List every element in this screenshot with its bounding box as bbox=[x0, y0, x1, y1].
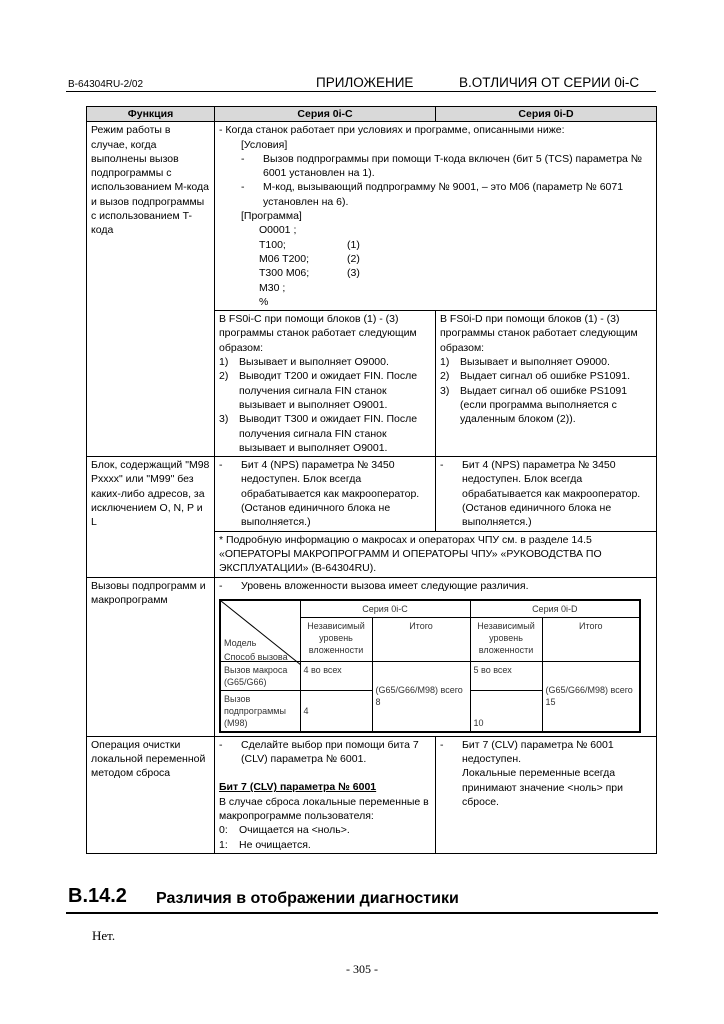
col-series-c: Серия 0i-C bbox=[215, 107, 436, 122]
nested-col-c: Серия 0i-C bbox=[300, 600, 470, 618]
row3-function: Вызовы подпрограмм и макропрограмм bbox=[87, 577, 215, 736]
row1-c-step: 3) Выводит T300 и ожидает FIN. После получения сигнала FIN станок вызывает и выполняет O9001. bbox=[219, 413, 418, 454]
table-row bbox=[87, 577, 657, 736]
row2-series-d: - Бит 4 (NPS) параметра № 3450 недоступен. Блок всегда обрабатывается как макрооператор. (Останов единичного блока не выполняется.) bbox=[436, 457, 657, 531]
row1-c-step: 2) Выводит T200 и ожидает FIN. После получения сигнала FIN станок вызывает и выполняет O9001. bbox=[219, 370, 418, 411]
program-line: M30 ; bbox=[259, 281, 286, 294]
corner-call-method: Способ вызова bbox=[224, 651, 288, 662]
nested-d-macro: 5 во всех bbox=[470, 661, 542, 690]
row1-d-step: 2) Выдает сигнал об ошибке PS1091. bbox=[440, 370, 631, 383]
row4-c-desc: В случае сброса локальные переменные в макропрограмме пользователя: bbox=[219, 795, 429, 822]
row4-series-d: - Бит 7 (CLV) параметра № 6001 недоступен. Локальные переменные всегда принимают значение <ноль> при сбросе. bbox=[436, 736, 657, 853]
row1-common bbox=[215, 122, 657, 311]
row1-d-intro: В FS0i-D при помощи блоков (1) - (3) программы станок работает следующим образом: bbox=[440, 313, 638, 354]
nested-c-sub: 4 bbox=[300, 690, 372, 732]
corner-model: Модель bbox=[224, 637, 257, 648]
section-number: B.14.2 bbox=[68, 885, 127, 907]
col-function: Функция bbox=[87, 107, 215, 122]
program-line: T100; (1) bbox=[259, 238, 360, 251]
row1-c-step: 1) Вызывает и выполняет O9000. bbox=[219, 356, 389, 369]
table-row bbox=[87, 457, 657, 531]
row1-conditions-label: [Условия] bbox=[241, 138, 288, 151]
table-row bbox=[87, 122, 657, 311]
nested-row-macro: Вызов макроса (G65/G66) bbox=[220, 661, 300, 690]
nested-d-sub: 10 bbox=[470, 690, 542, 732]
row1-function: Режим работы в случае, когда выполнены вызов подпрограммы с использованием M-кода и вызов подпрограммы с использованием T-кода bbox=[87, 122, 215, 457]
row4-d-desc: Локальные переменные всегда принимают значение <ноль> при сбросе. bbox=[462, 767, 624, 808]
nested-c-macro: 4 во всех bbox=[300, 661, 372, 690]
row1-series-c bbox=[215, 311, 436, 457]
row1-d-step: 3) Выдает сигнал об ошибке PS1091 (если программа выполняется с удаленным блоком (2)). bbox=[440, 384, 628, 426]
nesting-table bbox=[219, 599, 641, 733]
differences-table bbox=[86, 106, 657, 854]
page-number: - 305 - bbox=[346, 962, 378, 976]
nested-col-d: Серия 0i-D bbox=[470, 600, 640, 618]
nested-c-total: (G65/G66/M98) всего 8 bbox=[372, 661, 470, 732]
program-line: O0001 ; bbox=[259, 224, 297, 237]
row2-note: * Подробную информацию о макросах и операторах ЧПУ см. в разделе 14.5 «ОПЕРАТОРЫ МАКРОПРОГРАММ И ОПЕРАТОРЫ ЧПУ» «РУКОВОДСТВА ПО ЭКСПЛУАТАЦИИ» (B-64304RU). bbox=[215, 531, 657, 577]
row4-series-c: - Сделайте выбор при помощи бита 7 (CLV) параметра № 6001. Бит 7 (CLV) параметра № 6001 В случае сброса локальные переменные в макропрограмме пользователя: 0: Очищается на <ноль>. 1: Не очищается. bbox=[215, 736, 436, 853]
row1-program-label: [Программа] bbox=[241, 210, 302, 223]
row1-c-intro: В FS0i-C при помощи блоков (1) - (3) программы станок работает следующим образом: bbox=[219, 313, 417, 354]
row1-condition: - Вызов подпрограммы при помощи T-кода включен (бит 5 (TCS) параметра № 6001 установлен на 1). bbox=[241, 152, 643, 180]
nested-d-total: (G65/G66/M98) всего 15 bbox=[542, 661, 640, 732]
table-row bbox=[87, 736, 657, 853]
program-line: % bbox=[259, 295, 269, 308]
nesting-corner bbox=[220, 600, 300, 662]
row4-bit-title: Бит 7 (CLV) параметра № 6001 bbox=[219, 781, 377, 794]
row2-series-c: - Бит 4 (NPS) параметра № 3450 недоступен. Блок всегда обрабатывается как макрооператор. (Останов единичного блока не выполняется.) bbox=[215, 457, 436, 531]
row3-content: - Уровень вложенности вызова имеет следующие различия. Модель Способ вызова Серия 0i-C Серия 0i-D Независимый уровень вложенности Итого Независимый уровень вложенности Итого Вызов макроса (G65/G66) 4 во всех (G65/G66/M98) всего 8 5 во всех (G65/G66/M98) всего 15 Вызов подпрограммы (M98) 4 10 bbox=[215, 577, 657, 736]
col-series-d: Серия 0i-D bbox=[436, 107, 657, 122]
row1-condition: - M-код, вызывающий подпрограмму № 9001, – это M06 (параметр № 6071 установлен на 6). bbox=[241, 181, 624, 208]
program-line: T300 M06; (3) bbox=[259, 267, 360, 280]
row1-d-step: 1) Вызывает и выполняет O9000. bbox=[440, 356, 610, 369]
row1-series-d bbox=[436, 311, 657, 457]
nested-d-independent: Независимый уровень вложенности bbox=[470, 617, 542, 661]
section-rule bbox=[66, 912, 658, 914]
header-title: B.ОТЛИЧИЯ ОТ СЕРИИ 0i-C bbox=[459, 75, 640, 90]
table-header-row bbox=[87, 107, 657, 122]
program-line: M06 T200; (2) bbox=[259, 252, 360, 265]
nested-c-total-header: Итого bbox=[372, 617, 470, 661]
doc-code: B-64304RU-2/02 bbox=[68, 79, 144, 90]
section-title: Различия в отображении диагностики bbox=[156, 890, 459, 907]
nested-c-independent: Независимый уровень вложенности bbox=[300, 617, 372, 661]
header-section: ПРИЛОЖЕНИЕ bbox=[316, 75, 414, 90]
row2-function: Блок, содержащий "M98 Pxxxx" или "M99" без каких-либо адресов, за исключением O, N, P и L bbox=[87, 457, 215, 577]
row1-intro: - Когда станок работает при условиях и программе, описанными ниже: bbox=[219, 124, 565, 137]
nested-row-sub: Вызов подпрограммы (M98) bbox=[220, 690, 300, 732]
section-body: Нет. bbox=[92, 928, 116, 943]
row4-function: Операция очистки локальной переменной методом сброса bbox=[87, 736, 215, 853]
header-rule bbox=[66, 91, 656, 92]
nested-d-total-header: Итого bbox=[542, 617, 640, 661]
